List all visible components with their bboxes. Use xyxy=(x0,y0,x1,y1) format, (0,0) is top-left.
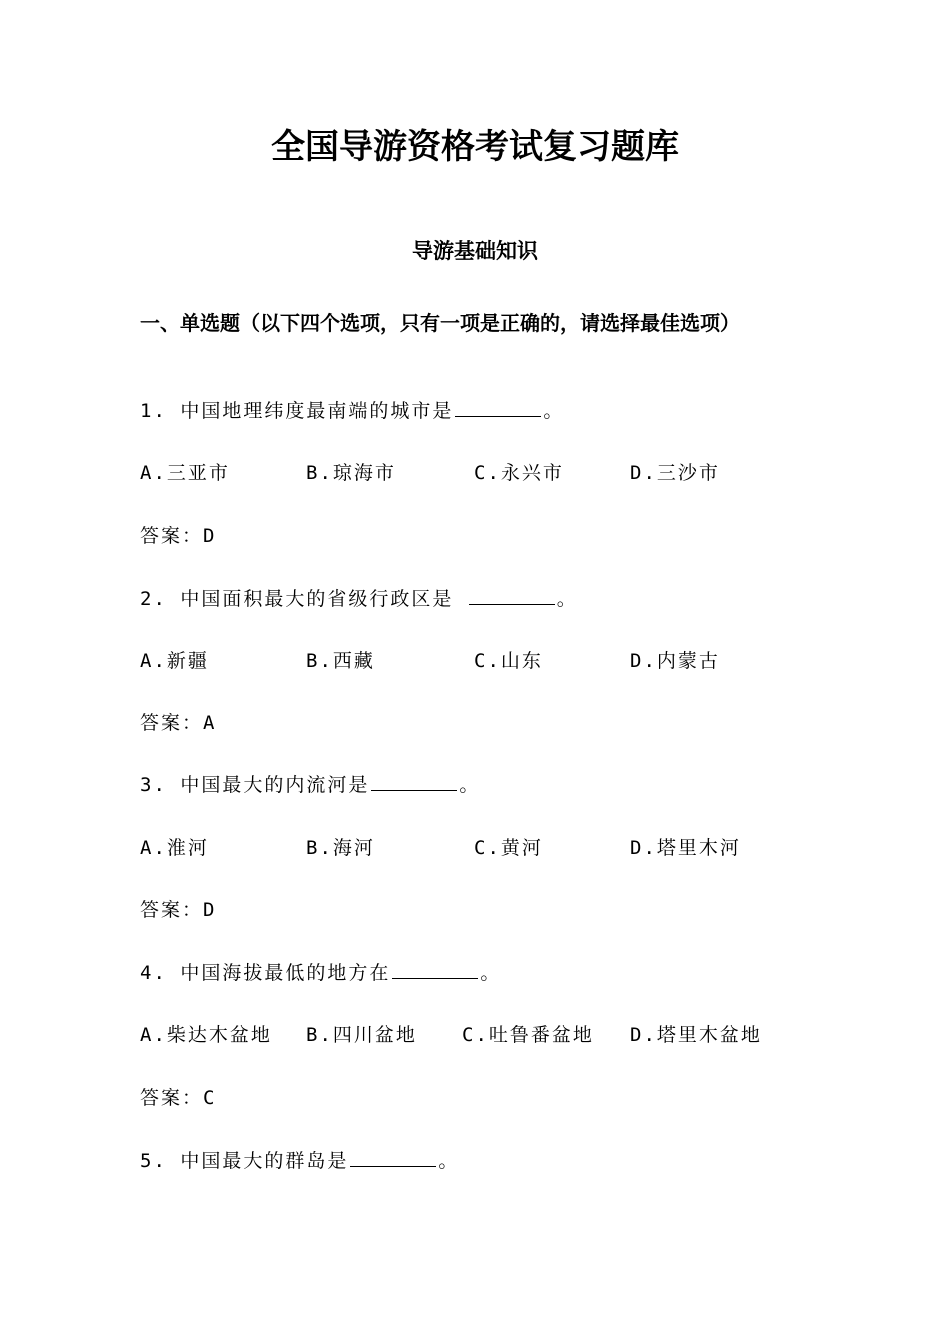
option-d: D.塔里木河 xyxy=(630,837,741,859)
question-text: 中国最大的内流河是 xyxy=(180,774,370,796)
option-b: B.海河 xyxy=(306,837,375,859)
option-a: A.淮河 xyxy=(140,837,209,859)
question-number: 4. xyxy=(140,962,167,984)
options-row xyxy=(140,833,840,863)
answer-blank xyxy=(469,586,555,605)
question-text: 中国地理纬度最南端的城市是 xyxy=(180,400,454,422)
option-c: C.黄河 xyxy=(474,837,543,859)
answer-blank xyxy=(392,960,478,979)
answer-blank xyxy=(371,772,457,791)
option-c: C.永兴市 xyxy=(474,462,564,484)
document-subtitle: 导游基础知识 xyxy=(412,239,538,263)
question-number: 5. xyxy=(140,1150,167,1172)
option-a: A.新疆 xyxy=(140,650,209,672)
question-end: 。 xyxy=(438,1150,460,1172)
option-a: A.三亚市 xyxy=(140,462,230,484)
answer-blank xyxy=(350,1148,436,1167)
question-number: 1. xyxy=(140,400,167,422)
option-b: B.琼海市 xyxy=(306,462,396,484)
question-end: 。 xyxy=(556,588,578,610)
option-c: C.吐鲁番盆地 xyxy=(462,1024,594,1046)
answer-line: 答案：D xyxy=(140,525,217,547)
options-row xyxy=(140,458,840,488)
question-text: 中国面积最大的省级行政区是 xyxy=(180,588,467,610)
option-d: D.三沙市 xyxy=(630,462,720,484)
option-a: A.柴达木盆地 xyxy=(140,1024,272,1046)
question-number: 2. xyxy=(140,588,167,610)
question-end: 。 xyxy=(459,774,481,796)
question-number: 3. xyxy=(140,774,167,796)
option-d: D.内蒙古 xyxy=(630,650,720,672)
answer-line: 答案：D xyxy=(140,899,217,921)
question-end: 。 xyxy=(480,962,502,984)
question-text: 中国最大的群岛是 xyxy=(180,1150,349,1172)
option-b: B.西藏 xyxy=(306,650,375,672)
question-end: 。 xyxy=(543,400,565,422)
question-stem xyxy=(140,584,578,614)
section-heading: 一、单选题（以下四个选项，只有一项是正确的，请选择最佳选项） xyxy=(140,311,740,335)
options-row xyxy=(140,1020,840,1050)
answer-blank xyxy=(455,398,541,417)
question-text: 中国海拔最低的地方在 xyxy=(180,962,391,984)
question-stem xyxy=(140,958,501,988)
question-stem xyxy=(140,396,564,426)
option-c: C.山东 xyxy=(474,650,543,672)
question-stem xyxy=(140,770,480,800)
options-row xyxy=(140,646,840,676)
answer-line: 答案：A xyxy=(140,712,217,734)
option-b: B.四川盆地 xyxy=(306,1024,417,1046)
question-stem xyxy=(140,1146,459,1176)
option-d: D.塔里木盆地 xyxy=(630,1024,762,1046)
answer-line: 答案：C xyxy=(140,1087,217,1109)
document-title: 全国导游资格考试复习题库 xyxy=(271,127,679,167)
